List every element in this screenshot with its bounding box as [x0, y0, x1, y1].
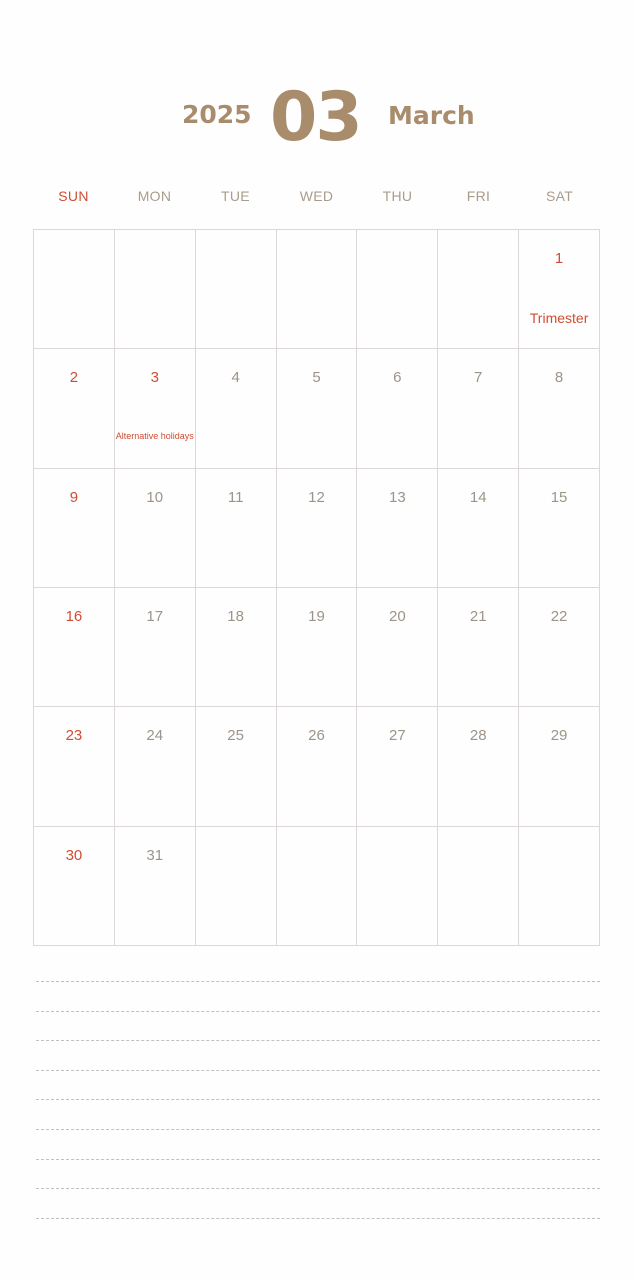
weekday-thu: THU [382, 188, 413, 204]
day-cell[interactable] [277, 588, 358, 707]
notes-line[interactable] [36, 1070, 600, 1071]
month-name: March [388, 101, 475, 130]
day-cell[interactable] [115, 588, 196, 707]
day-number: 24 [146, 727, 164, 745]
day-cell[interactable] [438, 349, 519, 468]
day-cell[interactable] [277, 469, 358, 588]
notes-line[interactable] [36, 1040, 600, 1041]
day-cell[interactable] [519, 588, 600, 707]
month-number: 03 [270, 78, 361, 157]
day-cell[interactable] [34, 349, 115, 468]
notes-line[interactable] [36, 1218, 600, 1219]
day-number: 18 [227, 608, 244, 625]
day-cell[interactable] [196, 707, 277, 826]
day-cell[interactable] [519, 349, 600, 468]
alternative-holidays-note: Alternative holidays [115, 431, 194, 442]
day-number: 16 [65, 608, 83, 625]
weekday-fri: FRI [466, 188, 491, 204]
day-cell[interactable] [277, 827, 358, 946]
year-label: 2025 [182, 100, 252, 129]
day-cell[interactable] [196, 469, 277, 588]
day-cell[interactable] [196, 349, 277, 468]
notes-line[interactable] [36, 1011, 600, 1012]
notes-line[interactable] [36, 1099, 600, 1100]
day-number: 6 [393, 369, 402, 387]
day-cell[interactable] [277, 230, 358, 349]
day-number: 5 [312, 369, 321, 387]
day-number: 25 [227, 727, 244, 745]
weekday-wed: WED [299, 188, 334, 204]
day-number: 20 [389, 608, 406, 625]
weekday-tue: TUE [221, 188, 250, 204]
day-cell[interactable] [196, 588, 277, 707]
weekday-mon: MON [137, 188, 172, 204]
day-number: 14 [469, 488, 487, 506]
day-cell[interactable] [115, 469, 196, 588]
day-number: 26 [308, 727, 325, 745]
day-number: 28 [469, 727, 487, 745]
notes-line[interactable] [36, 981, 600, 982]
day-cell[interactable] [357, 707, 438, 826]
day-cell[interactable] [277, 349, 358, 468]
notes-line[interactable] [36, 1188, 600, 1189]
day-cell[interactable] [277, 707, 358, 826]
day-cell[interactable] [115, 707, 196, 826]
weekday-header-row [33, 188, 600, 208]
day-number: 2 [69, 369, 79, 387]
day-cell[interactable] [115, 349, 196, 468]
notes-lines [36, 981, 600, 1247]
day-cell[interactable] [34, 230, 115, 349]
day-cell[interactable] [115, 230, 196, 349]
day-number: 22 [550, 608, 568, 625]
calendar-header [0, 0, 634, 180]
day-cell[interactable] [519, 469, 600, 588]
day-cell[interactable] [438, 707, 519, 826]
day-number: 3 [150, 369, 159, 387]
day-cell[interactable] [438, 469, 519, 588]
day-cell[interactable] [438, 827, 519, 946]
calendar-grid [33, 229, 600, 946]
weekday-sun: SUN [58, 188, 89, 204]
day-cell[interactable] [519, 827, 600, 946]
day-number: 7 [474, 369, 483, 387]
trimester-note: Trimester [529, 310, 589, 326]
day-cell[interactable] [519, 230, 600, 349]
day-number: 1 [554, 250, 564, 267]
day-cell[interactable] [357, 230, 438, 349]
day-number: 29 [550, 727, 568, 745]
day-cell[interactable] [357, 588, 438, 707]
day-cell[interactable] [438, 588, 519, 707]
day-cell[interactable] [34, 469, 115, 588]
day-cell[interactable] [34, 588, 115, 707]
day-cell[interactable] [519, 707, 600, 826]
day-cell[interactable] [357, 827, 438, 946]
day-number: 9 [69, 488, 79, 506]
day-cell[interactable] [34, 707, 115, 826]
day-number: 19 [308, 608, 325, 625]
day-cell[interactable] [438, 230, 519, 349]
day-cell[interactable] [196, 827, 277, 946]
day-number: 10 [146, 488, 164, 506]
day-cell[interactable] [34, 827, 115, 946]
day-cell[interactable] [115, 827, 196, 946]
day-number: 21 [469, 608, 487, 625]
notes-line[interactable] [36, 1159, 600, 1160]
day-cell[interactable] [196, 230, 277, 349]
day-number: 11 [227, 488, 244, 506]
day-number: 4 [231, 369, 240, 387]
day-number: 23 [65, 727, 83, 745]
day-number: 15 [550, 488, 568, 506]
day-number: 12 [308, 488, 325, 506]
day-number: 31 [146, 846, 164, 864]
day-number: 17 [146, 608, 164, 625]
day-number: 30 [65, 846, 83, 864]
day-number: 8 [554, 369, 564, 387]
day-number: 27 [389, 727, 406, 745]
weekday-sat: SAT [545, 188, 574, 204]
day-number: 13 [389, 488, 406, 506]
notes-line[interactable] [36, 1129, 600, 1130]
day-cell[interactable] [357, 349, 438, 468]
day-cell[interactable] [357, 469, 438, 588]
